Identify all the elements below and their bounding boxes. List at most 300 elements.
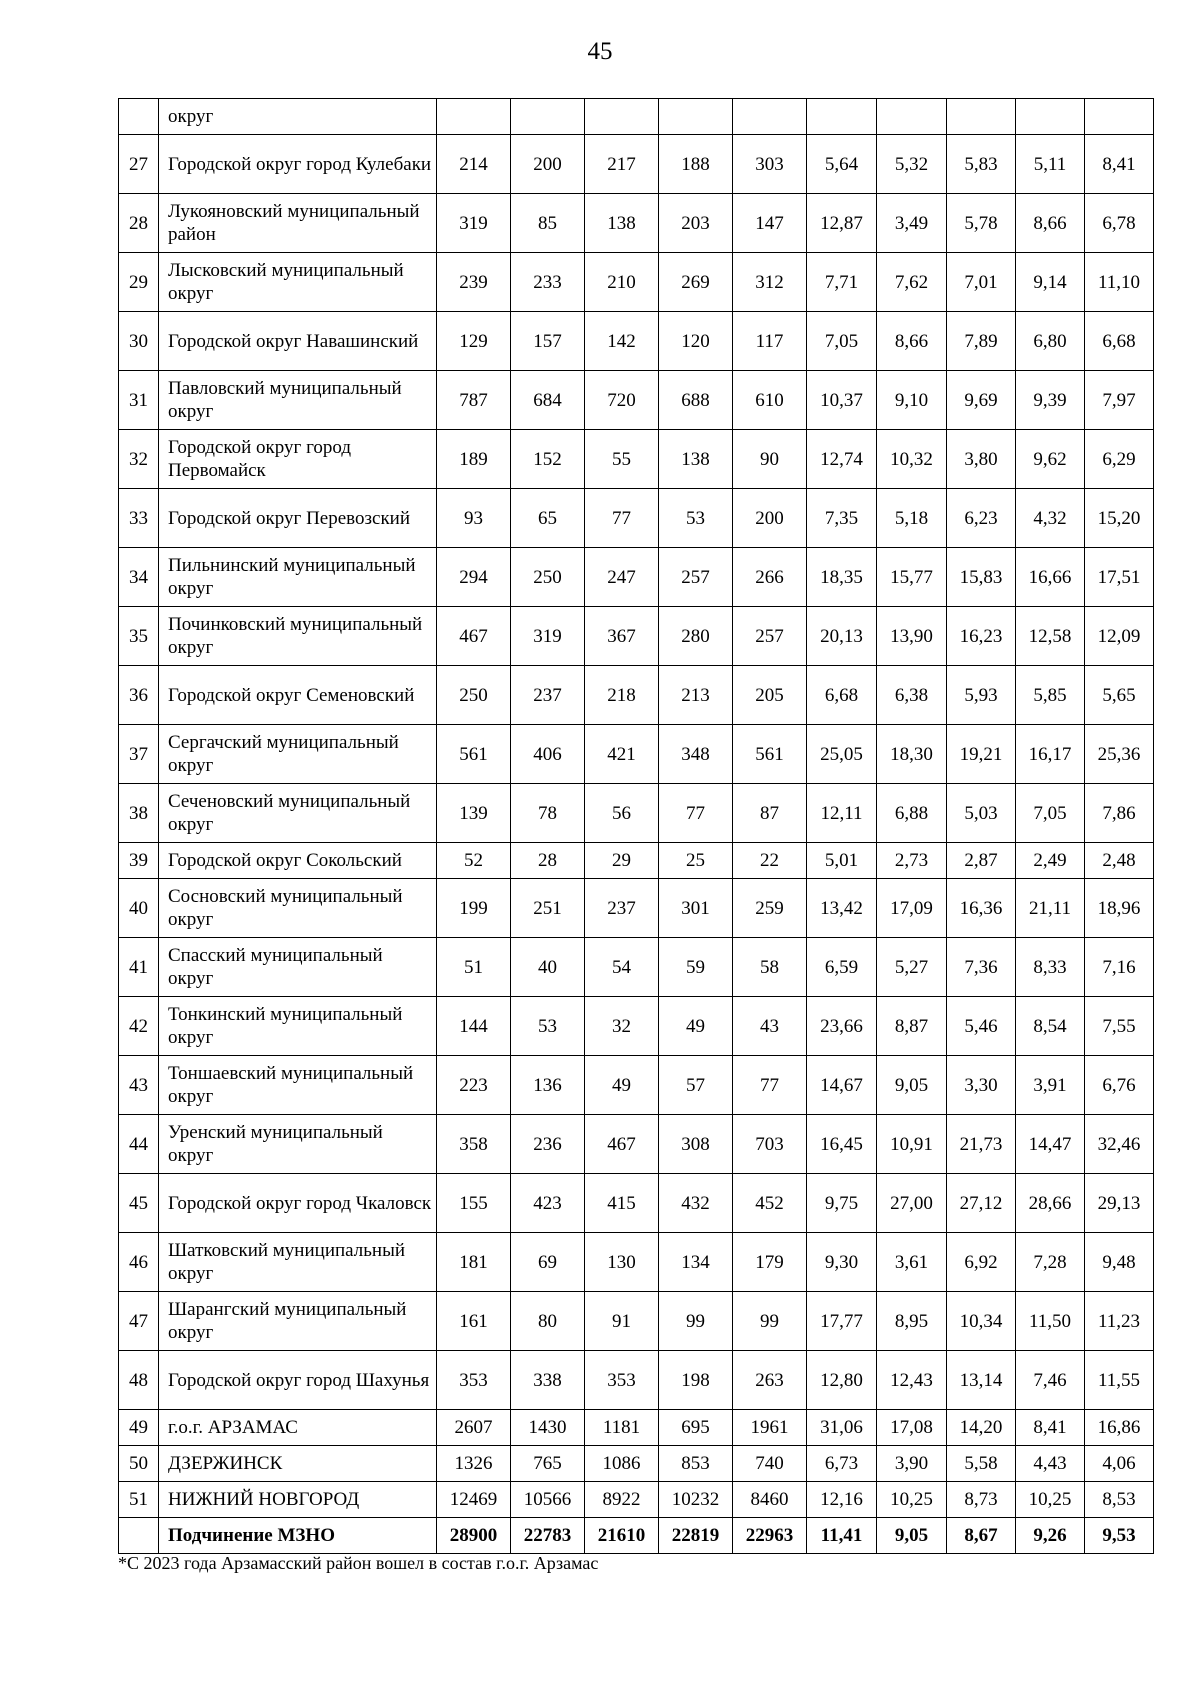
value-cell: 259 xyxy=(733,879,807,938)
value-cell: 294 xyxy=(437,548,511,607)
table-row xyxy=(119,548,1154,607)
value-cell: 16,36 xyxy=(947,879,1016,938)
value-cell xyxy=(877,99,947,135)
value-cell xyxy=(807,99,877,135)
value-cell: 5,83 xyxy=(947,135,1016,194)
value-cell: 9,14 xyxy=(1016,253,1085,312)
value-cell: 16,86 xyxy=(1085,1410,1154,1446)
value-cell: 338 xyxy=(511,1351,585,1410)
value-cell: 85 xyxy=(511,194,585,253)
value-cell: 136 xyxy=(511,1056,585,1115)
district-name-cell: Уренский муниципальный округ xyxy=(159,1115,437,1174)
value-cell: 280 xyxy=(659,607,733,666)
value-cell: 787 xyxy=(437,371,511,430)
value-cell: 147 xyxy=(733,194,807,253)
district-name-cell: Городской округ город Первомайск xyxy=(159,430,437,489)
value-cell: 6,76 xyxy=(1085,1056,1154,1115)
value-cell: 18,96 xyxy=(1085,879,1154,938)
value-cell: 157 xyxy=(511,312,585,371)
value-cell: 237 xyxy=(585,879,659,938)
value-cell: 15,20 xyxy=(1085,489,1154,548)
value-cell: 6,80 xyxy=(1016,312,1085,371)
value-cell xyxy=(659,99,733,135)
value-cell: 266 xyxy=(733,548,807,607)
value-cell: 703 xyxy=(733,1115,807,1174)
value-cell: 684 xyxy=(511,371,585,430)
value-cell: 5,64 xyxy=(807,135,877,194)
value-cell: 210 xyxy=(585,253,659,312)
value-cell: 12,16 xyxy=(807,1482,877,1518)
value-cell: 199 xyxy=(437,879,511,938)
value-cell: 12,87 xyxy=(807,194,877,253)
value-cell: 14,67 xyxy=(807,1056,877,1115)
value-cell: 9,39 xyxy=(1016,371,1085,430)
value-cell: 263 xyxy=(733,1351,807,1410)
table-row xyxy=(119,371,1154,430)
row-number-cell: 41 xyxy=(119,938,159,997)
value-cell: 12469 xyxy=(437,1482,511,1518)
table-row xyxy=(119,666,1154,725)
value-cell: 1086 xyxy=(585,1446,659,1482)
value-cell: 32 xyxy=(585,997,659,1056)
value-cell: 142 xyxy=(585,312,659,371)
value-cell: 16,66 xyxy=(1016,548,1085,607)
value-cell: 5,78 xyxy=(947,194,1016,253)
table-row xyxy=(119,312,1154,371)
value-cell: 467 xyxy=(437,607,511,666)
value-cell: 720 xyxy=(585,371,659,430)
value-cell: 53 xyxy=(511,997,585,1056)
row-number-cell: 44 xyxy=(119,1115,159,1174)
value-cell: 12,11 xyxy=(807,784,877,843)
value-cell: 4,43 xyxy=(1016,1446,1085,1482)
value-cell: 348 xyxy=(659,725,733,784)
value-cell xyxy=(1016,99,1085,135)
district-name-cell: Городской округ город Чкаловск xyxy=(159,1174,437,1233)
value-cell: 695 xyxy=(659,1410,733,1446)
table-row xyxy=(119,1446,1154,1482)
value-cell: 15,77 xyxy=(877,548,947,607)
value-cell: 22963 xyxy=(733,1518,807,1554)
value-cell: 49 xyxy=(659,997,733,1056)
row-number-cell: 50 xyxy=(119,1446,159,1482)
value-cell: 51 xyxy=(437,938,511,997)
value-cell: 58 xyxy=(733,938,807,997)
value-cell: 7,46 xyxy=(1016,1351,1085,1410)
value-cell: 120 xyxy=(659,312,733,371)
value-cell: 7,55 xyxy=(1085,997,1154,1056)
value-cell: 31,06 xyxy=(807,1410,877,1446)
value-cell: 43 xyxy=(733,997,807,1056)
value-cell: 19,21 xyxy=(947,725,1016,784)
value-cell xyxy=(1085,99,1154,135)
row-number-cell: 37 xyxy=(119,725,159,784)
value-cell: 129 xyxy=(437,312,511,371)
district-name-cell: Сосновский муниципальный округ xyxy=(159,879,437,938)
value-cell: 358 xyxy=(437,1115,511,1174)
table-row xyxy=(119,99,1154,135)
value-cell: 14,20 xyxy=(947,1410,1016,1446)
value-cell: 28900 xyxy=(437,1518,511,1554)
table-row xyxy=(119,1351,1154,1410)
value-cell: 2,49 xyxy=(1016,843,1085,879)
value-cell: 406 xyxy=(511,725,585,784)
district-name-cell: Городской округ город Шахунья xyxy=(159,1351,437,1410)
value-cell: 13,14 xyxy=(947,1351,1016,1410)
value-cell: 8,87 xyxy=(877,997,947,1056)
value-cell xyxy=(437,99,511,135)
value-cell: 1326 xyxy=(437,1446,511,1482)
value-cell: 18,35 xyxy=(807,548,877,607)
value-cell: 2,48 xyxy=(1085,843,1154,879)
district-name-cell: Шатковский муниципальный округ xyxy=(159,1233,437,1292)
row-number-cell: 34 xyxy=(119,548,159,607)
row-number-cell: 40 xyxy=(119,879,159,938)
value-cell: 11,23 xyxy=(1085,1292,1154,1351)
value-cell: 7,62 xyxy=(877,253,947,312)
value-cell: 467 xyxy=(585,1115,659,1174)
table-row xyxy=(119,1174,1154,1233)
value-cell: 77 xyxy=(733,1056,807,1115)
value-cell: 5,18 xyxy=(877,489,947,548)
value-cell: 198 xyxy=(659,1351,733,1410)
value-cell: 77 xyxy=(659,784,733,843)
value-cell: 27,00 xyxy=(877,1174,947,1233)
district-name-cell: г.о.г. АРЗАМАС xyxy=(159,1410,437,1446)
value-cell: 138 xyxy=(659,430,733,489)
value-cell: 218 xyxy=(585,666,659,725)
district-name-cell: Тонкинский муниципальный округ xyxy=(159,997,437,1056)
value-cell: 20,13 xyxy=(807,607,877,666)
value-cell xyxy=(511,99,585,135)
row-number-cell xyxy=(119,99,159,135)
value-cell: 16,17 xyxy=(1016,725,1085,784)
value-cell: 217 xyxy=(585,135,659,194)
district-name-cell: Подчинение МЗНО xyxy=(159,1518,437,1554)
value-cell: 423 xyxy=(511,1174,585,1233)
value-cell: 8,66 xyxy=(877,312,947,371)
table-row xyxy=(119,135,1154,194)
value-cell: 10,25 xyxy=(877,1482,947,1518)
value-cell: 91 xyxy=(585,1292,659,1351)
value-cell: 319 xyxy=(511,607,585,666)
value-cell: 25 xyxy=(659,843,733,879)
value-cell: 7,05 xyxy=(807,312,877,371)
table-row xyxy=(119,253,1154,312)
district-name-cell: Городской округ город Кулебаки xyxy=(159,135,437,194)
value-cell: 8460 xyxy=(733,1482,807,1518)
value-cell: 5,11 xyxy=(1016,135,1085,194)
value-cell: 765 xyxy=(511,1446,585,1482)
value-cell: 5,27 xyxy=(877,938,947,997)
table-row xyxy=(119,997,1154,1056)
value-cell: 10,91 xyxy=(877,1115,947,1174)
value-cell: 9,05 xyxy=(877,1056,947,1115)
value-cell: 10,34 xyxy=(947,1292,1016,1351)
table-row xyxy=(119,1233,1154,1292)
row-number-cell: 27 xyxy=(119,135,159,194)
row-number-cell: 33 xyxy=(119,489,159,548)
value-cell: 4,32 xyxy=(1016,489,1085,548)
value-cell: 236 xyxy=(511,1115,585,1174)
value-cell: 22 xyxy=(733,843,807,879)
value-cell: 1430 xyxy=(511,1410,585,1446)
value-cell: 179 xyxy=(733,1233,807,1292)
table-row xyxy=(119,938,1154,997)
table-total-row xyxy=(119,1518,1154,1554)
value-cell: 233 xyxy=(511,253,585,312)
value-cell: 205 xyxy=(733,666,807,725)
value-cell: 78 xyxy=(511,784,585,843)
value-cell: 301 xyxy=(659,879,733,938)
value-cell: 55 xyxy=(585,430,659,489)
value-cell: 3,90 xyxy=(877,1446,947,1482)
value-cell: 40 xyxy=(511,938,585,997)
value-cell: 200 xyxy=(511,135,585,194)
footnote: *С 2023 года Арзамасский район вошел в состав г.о.г. Арзамас xyxy=(118,1553,599,1573)
district-name-cell: Городской округ Сокольский xyxy=(159,843,437,879)
value-cell: 49 xyxy=(585,1056,659,1115)
value-cell: 17,51 xyxy=(1085,548,1154,607)
row-number-cell: 39 xyxy=(119,843,159,879)
value-cell: 2,73 xyxy=(877,843,947,879)
value-cell: 1961 xyxy=(733,1410,807,1446)
value-cell: 10,25 xyxy=(1016,1482,1085,1518)
value-cell: 56 xyxy=(585,784,659,843)
value-cell: 12,80 xyxy=(807,1351,877,1410)
value-cell: 11,55 xyxy=(1085,1351,1154,1410)
value-cell: 4,06 xyxy=(1085,1446,1154,1482)
value-cell: 421 xyxy=(585,725,659,784)
value-cell: 237 xyxy=(511,666,585,725)
value-cell: 9,69 xyxy=(947,371,1016,430)
value-cell: 9,62 xyxy=(1016,430,1085,489)
value-cell: 9,48 xyxy=(1085,1233,1154,1292)
value-cell: 32,46 xyxy=(1085,1115,1154,1174)
value-cell xyxy=(733,99,807,135)
row-number-cell: 51 xyxy=(119,1482,159,1518)
value-cell: 9,26 xyxy=(1016,1518,1085,1554)
value-cell: 23,66 xyxy=(807,997,877,1056)
district-name-cell: НИЖНИЙ НОВГОРОД xyxy=(159,1482,437,1518)
page-number: 45 xyxy=(587,38,613,65)
value-cell: 16,45 xyxy=(807,1115,877,1174)
value-cell: 57 xyxy=(659,1056,733,1115)
district-name-cell: Лукояновский муниципальный район xyxy=(159,194,437,253)
value-cell: 6,88 xyxy=(877,784,947,843)
value-cell: 8,33 xyxy=(1016,938,1085,997)
table-row xyxy=(119,1482,1154,1518)
value-cell: 269 xyxy=(659,253,733,312)
value-cell: 6,78 xyxy=(1085,194,1154,253)
district-name-cell: Сергачский муниципальный округ xyxy=(159,725,437,784)
value-cell: 8,66 xyxy=(1016,194,1085,253)
value-cell: 5,01 xyxy=(807,843,877,879)
value-cell: 53 xyxy=(659,489,733,548)
row-number-cell: 43 xyxy=(119,1056,159,1115)
value-cell: 9,53 xyxy=(1085,1518,1154,1554)
value-cell: 28,66 xyxy=(1016,1174,1085,1233)
value-cell: 17,09 xyxy=(877,879,947,938)
value-cell: 16,23 xyxy=(947,607,1016,666)
value-cell: 8922 xyxy=(585,1482,659,1518)
value-cell: 99 xyxy=(659,1292,733,1351)
value-cell: 5,32 xyxy=(877,135,947,194)
value-cell: 561 xyxy=(437,725,511,784)
value-cell: 740 xyxy=(733,1446,807,1482)
value-cell: 188 xyxy=(659,135,733,194)
value-cell: 21610 xyxy=(585,1518,659,1554)
value-cell: 353 xyxy=(437,1351,511,1410)
row-number-cell: 30 xyxy=(119,312,159,371)
value-cell: 90 xyxy=(733,430,807,489)
value-cell: 6,68 xyxy=(1085,312,1154,371)
value-cell: 367 xyxy=(585,607,659,666)
value-cell: 213 xyxy=(659,666,733,725)
value-cell: 239 xyxy=(437,253,511,312)
value-cell: 29,13 xyxy=(1085,1174,1154,1233)
value-cell: 308 xyxy=(659,1115,733,1174)
value-cell: 2607 xyxy=(437,1410,511,1446)
value-cell: 12,58 xyxy=(1016,607,1085,666)
table-row xyxy=(119,489,1154,548)
table-body xyxy=(119,99,1154,1554)
row-number-cell xyxy=(119,1518,159,1554)
value-cell: 80 xyxy=(511,1292,585,1351)
district-name-cell: округ xyxy=(159,99,437,135)
value-cell: 181 xyxy=(437,1233,511,1292)
row-number-cell: 46 xyxy=(119,1233,159,1292)
district-name-cell: Городской округ Семеновский xyxy=(159,666,437,725)
value-cell: 303 xyxy=(733,135,807,194)
value-cell: 561 xyxy=(733,725,807,784)
value-cell: 22783 xyxy=(511,1518,585,1554)
row-number-cell: 36 xyxy=(119,666,159,725)
value-cell: 9,10 xyxy=(877,371,947,430)
value-cell: 2,87 xyxy=(947,843,1016,879)
value-cell: 3,30 xyxy=(947,1056,1016,1115)
value-cell: 5,65 xyxy=(1085,666,1154,725)
value-cell: 5,03 xyxy=(947,784,1016,843)
value-cell: 312 xyxy=(733,253,807,312)
statistics-table xyxy=(118,98,1154,1554)
value-cell: 161 xyxy=(437,1292,511,1351)
row-number-cell: 49 xyxy=(119,1410,159,1446)
value-cell: 8,67 xyxy=(947,1518,1016,1554)
value-cell: 257 xyxy=(659,548,733,607)
value-cell: 21,11 xyxy=(1016,879,1085,938)
value-cell xyxy=(585,99,659,135)
value-cell: 247 xyxy=(585,548,659,607)
value-cell: 59 xyxy=(659,938,733,997)
district-name-cell: Шарангский муниципальный округ xyxy=(159,1292,437,1351)
value-cell: 15,83 xyxy=(947,548,1016,607)
value-cell: 8,53 xyxy=(1085,1482,1154,1518)
value-cell: 10566 xyxy=(511,1482,585,1518)
value-cell: 610 xyxy=(733,371,807,430)
value-cell: 9,75 xyxy=(807,1174,877,1233)
value-cell: 452 xyxy=(733,1174,807,1233)
row-number-cell: 47 xyxy=(119,1292,159,1351)
row-number-cell: 32 xyxy=(119,430,159,489)
value-cell: 5,93 xyxy=(947,666,1016,725)
table-row xyxy=(119,1292,1154,1351)
value-cell: 8,41 xyxy=(1085,135,1154,194)
district-name-cell: Лысковский муниципальный округ xyxy=(159,253,437,312)
value-cell: 415 xyxy=(585,1174,659,1233)
value-cell: 134 xyxy=(659,1233,733,1292)
value-cell: 8,54 xyxy=(1016,997,1085,1056)
value-cell: 12,43 xyxy=(877,1351,947,1410)
district-name-cell: Городской округ Перевозский xyxy=(159,489,437,548)
value-cell: 12,74 xyxy=(807,430,877,489)
row-number-cell: 31 xyxy=(119,371,159,430)
table-row xyxy=(119,1115,1154,1174)
value-cell: 11,50 xyxy=(1016,1292,1085,1351)
value-cell: 6,23 xyxy=(947,489,1016,548)
district-name-cell: ДЗЕРЖИНСК xyxy=(159,1446,437,1482)
table-row xyxy=(119,607,1154,666)
value-cell: 10,32 xyxy=(877,430,947,489)
value-cell: 18,30 xyxy=(877,725,947,784)
value-cell: 319 xyxy=(437,194,511,253)
district-name-cell: Тоншаевский муниципальный округ xyxy=(159,1056,437,1115)
value-cell: 223 xyxy=(437,1056,511,1115)
table-row xyxy=(119,1410,1154,1446)
value-cell: 138 xyxy=(585,194,659,253)
value-cell: 29 xyxy=(585,843,659,879)
value-cell: 5,46 xyxy=(947,997,1016,1056)
value-cell: 87 xyxy=(733,784,807,843)
value-cell: 7,71 xyxy=(807,253,877,312)
value-cell: 5,85 xyxy=(1016,666,1085,725)
row-number-cell: 48 xyxy=(119,1351,159,1410)
value-cell: 69 xyxy=(511,1233,585,1292)
table-row xyxy=(119,725,1154,784)
value-cell: 117 xyxy=(733,312,807,371)
table-row xyxy=(119,1056,1154,1115)
value-cell: 11,10 xyxy=(1085,253,1154,312)
value-cell: 5,58 xyxy=(947,1446,1016,1482)
value-cell: 250 xyxy=(511,548,585,607)
value-cell xyxy=(947,99,1016,135)
value-cell: 1181 xyxy=(585,1410,659,1446)
value-cell: 28 xyxy=(511,843,585,879)
value-cell: 3,80 xyxy=(947,430,1016,489)
value-cell: 432 xyxy=(659,1174,733,1233)
value-cell: 17,08 xyxy=(877,1410,947,1446)
value-cell: 22819 xyxy=(659,1518,733,1554)
value-cell: 8,41 xyxy=(1016,1410,1085,1446)
row-number-cell: 45 xyxy=(119,1174,159,1233)
district-name-cell: Починковский муниципальный округ xyxy=(159,607,437,666)
row-number-cell: 42 xyxy=(119,997,159,1056)
table-row xyxy=(119,784,1154,843)
value-cell: 3,61 xyxy=(877,1233,947,1292)
value-cell: 13,90 xyxy=(877,607,947,666)
value-cell: 99 xyxy=(733,1292,807,1351)
row-number-cell: 29 xyxy=(119,253,159,312)
district-name-cell: Павловский муниципальный округ xyxy=(159,371,437,430)
value-cell: 853 xyxy=(659,1446,733,1482)
value-cell: 3,49 xyxy=(877,194,947,253)
value-cell: 250 xyxy=(437,666,511,725)
value-cell: 130 xyxy=(585,1233,659,1292)
value-cell: 13,42 xyxy=(807,879,877,938)
value-cell: 7,05 xyxy=(1016,784,1085,843)
value-cell: 65 xyxy=(511,489,585,548)
value-cell: 6,29 xyxy=(1085,430,1154,489)
